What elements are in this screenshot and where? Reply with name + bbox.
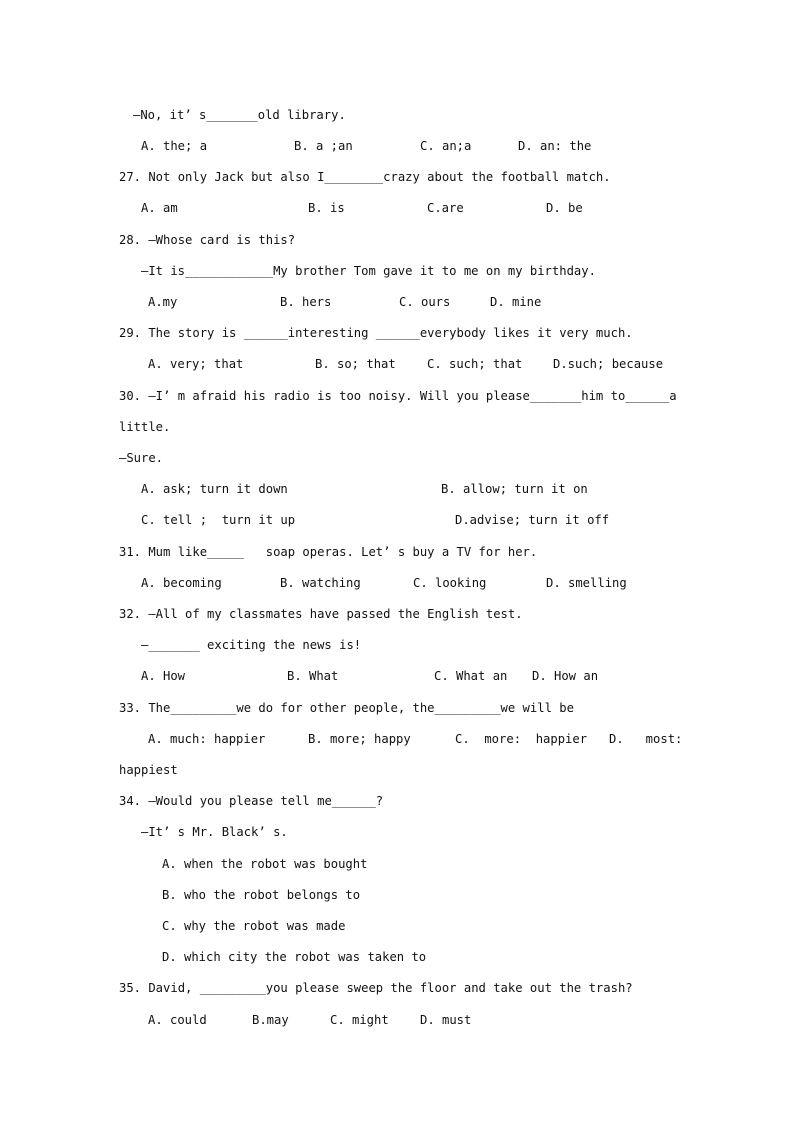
q33-option-a: A. much: happier (148, 732, 266, 746)
q30-option-d: D.advise; turn it off (455, 513, 610, 527)
q32-option-b: B. What (287, 669, 339, 683)
q26-option-b: B. a ;an (294, 139, 353, 153)
q29-option-d: D.such; because (553, 357, 664, 371)
q34-option-d: D. which city the robot was taken to (162, 950, 427, 964)
q31-option-b: B. watching (280, 576, 361, 590)
q35-option-c: C. might (330, 1013, 389, 1027)
q27-option-d: D. be (546, 201, 583, 215)
q27-option-b: B. is (308, 201, 345, 215)
q31-option-a: A. becoming (141, 576, 222, 590)
q26-option-c: C. an;a (420, 139, 472, 153)
q28-option-b: B. hers (280, 295, 332, 309)
q28-stem: 28. —Whose card is this? (119, 233, 296, 247)
q26-answer-line: —No, it’ s_______old library. (133, 108, 346, 122)
q33-option-c: C. more: happier (455, 732, 588, 746)
q34-option-b: B. who the robot belongs to (162, 888, 361, 902)
q30-stem-continued: little. (119, 420, 171, 434)
q34-answer-line: —It’ s Mr. Black’ s. (141, 825, 288, 839)
q33-option-b: B. more; happy (308, 732, 411, 746)
q34-stem: 34. —Would you please tell me______? (119, 794, 384, 808)
q31-option-c: C. looking (413, 576, 487, 590)
q30-option-c: C. tell ; turn it up (141, 513, 296, 527)
q31-option-d: D. smelling (546, 576, 627, 590)
q32-option-d: D. How an (532, 669, 599, 683)
q32-answer-line: —_______ exciting the news is! (141, 638, 362, 652)
q35-option-d: D. must (420, 1013, 472, 1027)
q33-option-d-continued: happiest (119, 763, 178, 777)
q26-option-d: D. an: the (518, 139, 592, 153)
q30-option-b: B. allow; turn it on (441, 482, 588, 496)
q27-option-a: A. am (141, 201, 178, 215)
q32-stem: 32. —All of my classmates have passed the English test. (119, 607, 523, 621)
q35-option-a: A. could (148, 1013, 207, 1027)
q28-option-a: A.my (148, 295, 178, 309)
q33-stem: 33. The_________we do for other people, the_________we will be (119, 701, 574, 715)
q34-option-c: C. why the robot was made (162, 919, 346, 933)
q33-option-d: D. most: (609, 732, 683, 746)
q29-stem: 29. The story is ______interesting ______everybody likes it very much. (119, 326, 633, 340)
q29-option-c: C. such; that (427, 357, 523, 371)
q28-option-c: C. ours (399, 295, 451, 309)
q35-option-b: B.may (252, 1013, 289, 1027)
q26-option-a: A. the; a (141, 139, 208, 153)
q28-answer-line: —It is____________My brother Tom gave it to me on my birthday. (141, 264, 596, 278)
q32-option-a: A. How (141, 669, 186, 683)
q29-option-a: A. very; that (148, 357, 244, 371)
q30-stem: 30. —I’ m afraid his radio is too noisy. Will you please_______him to______a (119, 389, 677, 403)
q35-stem: 35. David, _________you please sweep the floor and take out the trash? (119, 981, 633, 995)
q27-stem: 27. Not only Jack but also I________crazy about the football match. (119, 170, 611, 184)
q27-option-c: C.are (427, 201, 464, 215)
q30-option-a: A. ask; turn it down (141, 482, 288, 496)
q32-option-c: C. What an (434, 669, 508, 683)
q28-option-d: D. mine (490, 295, 542, 309)
q34-option-a: A. when the robot was bought (162, 857, 368, 871)
q31-stem: 31. Mum like_____ soap operas. Let’ s buy a TV for her. (119, 545, 538, 559)
q29-option-b: B. so; that (315, 357, 396, 371)
q30-answer-line: —Sure. (119, 451, 164, 465)
